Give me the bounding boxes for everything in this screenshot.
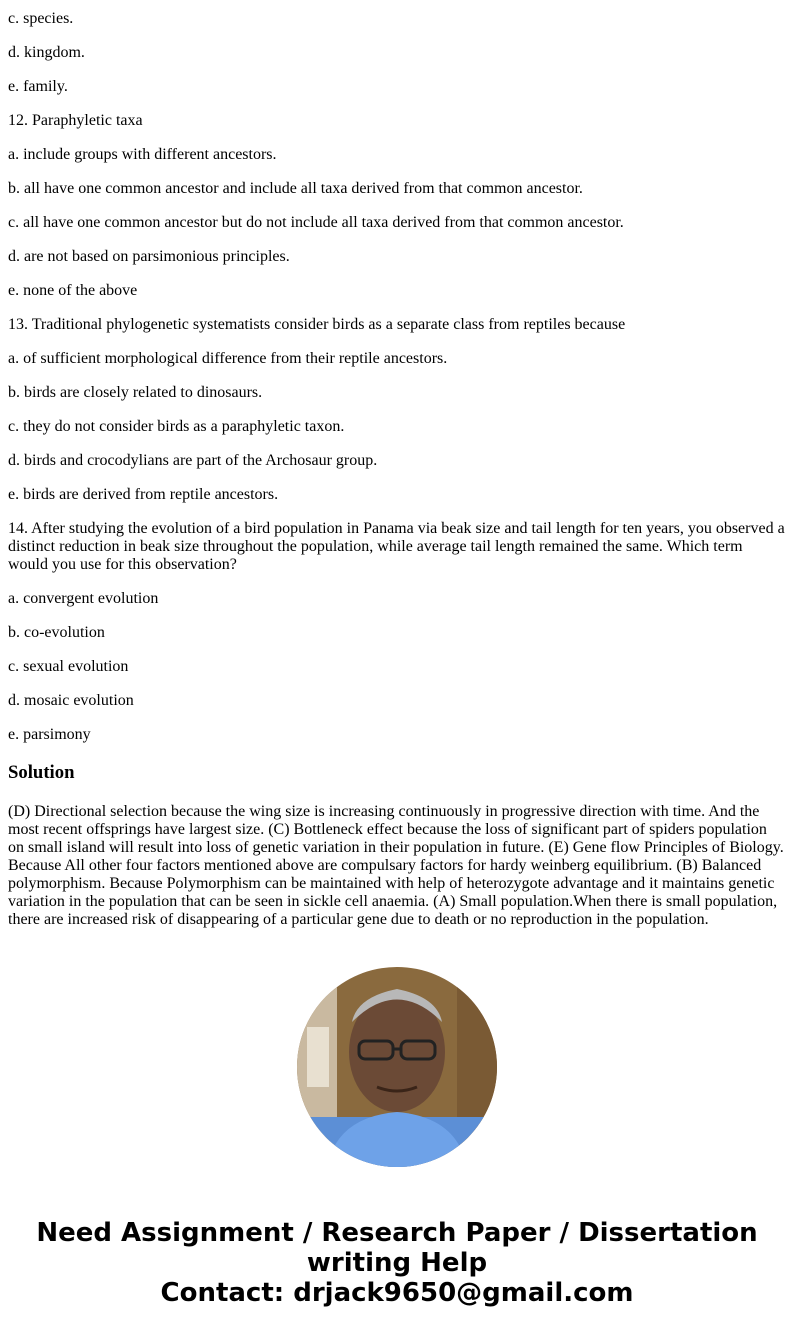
- solution-heading: Solution: [8, 762, 75, 783]
- text-line: a. convergent evolution: [8, 590, 159, 607]
- text-line: b. co-evolution: [8, 624, 105, 641]
- text-line: c. sexual evolution: [8, 658, 129, 675]
- text-line: d. are not based on parsimonious principles.: [8, 248, 290, 265]
- text-line: e. parsimony: [8, 726, 91, 743]
- text-line: c. all have one common ancestor but do not include all taxa derived from that common ancestor.: [8, 214, 624, 231]
- question-13: 13. Traditional phylogenetic systematists consider birds as a separate class from reptiles because: [8, 316, 626, 333]
- author-avatar: [297, 967, 497, 1167]
- banner-line-2: writing Help: [306, 1248, 488, 1278]
- text-line: e. birds are derived from reptile ancestors.: [8, 486, 279, 503]
- text-line: b. birds are closely related to dinosaurs.: [8, 384, 263, 401]
- banner-contact-line: Contact: drjack9650@gmail.com: [160, 1278, 634, 1308]
- text-line: e. family.: [8, 78, 68, 95]
- text-line: d. mosaic evolution: [8, 692, 134, 709]
- text-line: a. of sufficient morphological difference from their reptile ancestors.: [8, 350, 448, 367]
- text-line: d. kingdom.: [8, 44, 85, 61]
- text-line: b. all have one common ancestor and include all taxa derived from that common ancestor.: [8, 180, 583, 197]
- question-12: 12. Paraphyletic taxa: [8, 112, 143, 129]
- text-line: e. none of the above: [8, 282, 138, 299]
- text-line: c. they do not consider birds as a paraphyletic taxon.: [8, 418, 345, 435]
- contact-banner: [0, 1218, 794, 1308]
- author-photo: [297, 967, 497, 1167]
- text-line: d. birds and crocodylians are part of the Archosaur group.: [8, 452, 378, 469]
- text-line: c. species.: [8, 10, 74, 27]
- banner-line-1: Need Assignment / Research Paper / Dissertation: [36, 1218, 758, 1248]
- text-line: a. include groups with different ancestors.: [8, 146, 277, 163]
- question-14: 14. After studying the evolution of a bird population in Panama via beak size and tail length for ten years, you observed a distinct reduction in beak size throughout the population, while average tail length remained the same. Which term would you use for this observation?: [8, 520, 785, 573]
- solution-text: (D) Directional selection because the wing size is increasing continuously in progressive direction with time. And the most recent offsprings have largest size. (C) Bottleneck effect because the loss of significant part of spiders population on small island will result into loss of genetic variation in their population in future. (E) Gene flow Principles of Biology. Because All other four factors mentioned above are compulsary factors for hardy weinberg equilibrium. (B) Balanced polymorphism. Because Polymorphism can be maintained with help of heterozygote advantage and it maintains genetic variation in the population that can be seen in sickle cell anaemia. (A) Small population.When there is small population, there are increased risk of disappearing of a particular gene due to death or no reproduction in the population.: [8, 803, 784, 928]
